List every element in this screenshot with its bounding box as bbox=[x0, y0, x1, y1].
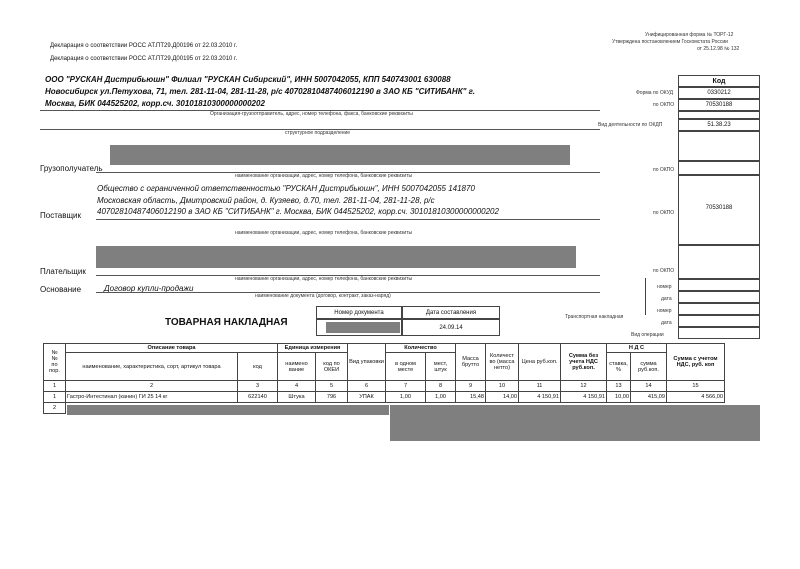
okud-value: 0330212 bbox=[678, 87, 760, 99]
form-title: Унифицированная форма № ТОРГ-12 bbox=[645, 32, 734, 38]
col-num: 12 bbox=[561, 381, 607, 392]
col-num: 13 bbox=[607, 381, 631, 392]
totals-redacted bbox=[390, 405, 760, 441]
cell-okei: 796 bbox=[316, 392, 348, 403]
col-num: 14 bbox=[631, 381, 667, 392]
cell-sum-no-vat: 4 150,91 bbox=[561, 392, 607, 403]
doc-date: 24.09.14 bbox=[402, 319, 500, 336]
payer-label: Плательщик bbox=[40, 267, 86, 276]
col-num: 6 bbox=[348, 381, 386, 392]
declaration-2: Декларация о соответствии РОСС AT.ПТ29.Д00195 от 22.03.2010 г. bbox=[50, 56, 238, 62]
th-places: мест, штук bbox=[426, 353, 456, 381]
cell-places: 1,00 bbox=[426, 392, 456, 403]
basis-caption: наименование документа (договор, контракт, заказ-наряд) bbox=[255, 293, 391, 299]
col-num: 9 bbox=[456, 381, 486, 392]
payer-redacted bbox=[96, 246, 576, 268]
payer-okpo-label: по ОКПО bbox=[653, 268, 675, 274]
supplier-line-2: Московская область, Дмитровский район, д. Кузяево, д.70, тел. 281-11-04, 281-11-28, р/с bbox=[97, 196, 435, 205]
declaration-1: Декларация о соответствии РОСС AT.ПТ29.Д00196 от 22.03.2010 г. bbox=[50, 43, 238, 49]
supplier-line-1: Общество с ограниченной ответственностью "РУСКАН Дистрибьюшн", ИНН 5007042055 141870 bbox=[97, 184, 475, 193]
cell-code: 622140 bbox=[238, 392, 278, 403]
cell-price: 4 150,91 bbox=[519, 392, 561, 403]
th-desc: Описание товара bbox=[66, 344, 278, 353]
table-row bbox=[44, 392, 725, 403]
okdp-value: 51.38.23 bbox=[678, 119, 760, 131]
doc-date-header: Дата составления bbox=[402, 306, 500, 319]
th-name: наименование, характеристика, сорт, артикул товара bbox=[66, 353, 238, 381]
supplier-line-3: 40702810487406012190 в ЗАО КБ "СИТИБАНК" г. Москва, БИК 044525202, корр.сч. 30101810300000000202 bbox=[97, 207, 499, 216]
col-num: 1 bbox=[44, 381, 66, 392]
okdp-label: Вид деятельности по ОКДП bbox=[598, 122, 663, 128]
supplier-label: Поставщик bbox=[40, 211, 82, 220]
cell-gross: 15,48 bbox=[456, 392, 486, 403]
col-num: 3 bbox=[238, 381, 278, 392]
cell-no: 1 bbox=[44, 392, 66, 403]
col-num: 15 bbox=[667, 381, 725, 392]
th-price: Цена руб.коп. bbox=[519, 344, 561, 381]
transport-date-label: дата bbox=[661, 320, 672, 326]
cell-pack: УПАК bbox=[348, 392, 386, 403]
cell-in-one: 1,00 bbox=[386, 392, 426, 403]
col-num: 2 bbox=[66, 381, 238, 392]
th-vat: Н Д С bbox=[607, 344, 667, 353]
basis-date-label: дата bbox=[661, 296, 672, 302]
form-approved-date: от 25.12.98 № 132 bbox=[697, 46, 740, 52]
col-num: 4 bbox=[278, 381, 316, 392]
sender-caption: Организация-грузоотправитель, адрес, номер телефона, факса, банковские реквизиты bbox=[210, 111, 413, 117]
operation-label: Вид операции bbox=[631, 332, 664, 338]
consignee-label: Грузополучатель bbox=[40, 164, 103, 173]
col-num: 11 bbox=[519, 381, 561, 392]
cell-vat-sum: 415,09 bbox=[631, 392, 667, 403]
th-rate: ставка, % bbox=[607, 353, 631, 381]
cell-rate: 10,00 bbox=[607, 392, 631, 403]
okpo-label: по ОКПО bbox=[653, 102, 675, 108]
col-num: 10 bbox=[486, 381, 519, 392]
col-num: 7 bbox=[386, 381, 426, 392]
okpo-value: 70530188 bbox=[678, 99, 760, 111]
th-unit-name: наимено вание bbox=[278, 353, 316, 381]
th-gross: Масса брутто bbox=[456, 344, 486, 381]
payer-caption: наименование организации, адрес, номер телефона, банковские реквизиты bbox=[235, 276, 413, 282]
col-num: 8 bbox=[426, 381, 456, 392]
cell-no: 2 bbox=[44, 403, 66, 414]
th-pack: Вид упаковки bbox=[348, 344, 386, 381]
th-no: № № по пор. bbox=[44, 344, 66, 381]
th-code: код bbox=[238, 353, 278, 381]
transport-number-label: номер bbox=[657, 308, 672, 314]
consignee-caption: наименование организации, адрес, номер телефона, банковские реквизиты bbox=[235, 173, 413, 179]
cell-net: 14,00 bbox=[486, 392, 519, 403]
supplier-okpo-value: 70530188 bbox=[678, 175, 760, 245]
codes-header: Код bbox=[678, 75, 760, 87]
division-caption: структурное подразделение bbox=[285, 130, 351, 136]
basis-number-label: номер bbox=[657, 284, 672, 290]
cell-unit: Штука bbox=[278, 392, 316, 403]
sender-line-1: ООО "РУСКАН Дистрибьюшн" Филиал "РУСКАН Сибирский", ИНН 5007042055, КПП 540743001 630088 bbox=[45, 75, 451, 84]
supplier-caption: наименование организации, адрес, номер телефона, банковские реквизиты bbox=[235, 230, 413, 236]
basis-label: Основание bbox=[40, 285, 82, 294]
okud-label: Форма по ОКУД bbox=[636, 90, 674, 96]
th-total: Сумма с учетом НДС, руб. коп bbox=[667, 344, 725, 381]
transport-label: Транспортная накладная bbox=[565, 314, 624, 320]
th-vat-sum: сумма руб.коп. bbox=[631, 353, 667, 381]
goods-table bbox=[43, 343, 725, 414]
th-sum-no-vat: Сумма без учета НДС руб.коп. bbox=[561, 344, 607, 381]
th-qty: Количество bbox=[386, 344, 456, 353]
sender-line-2: Новосибирск ул.Петухова, 71, тел. 281-11-04, 281-11-28, р/с 40702810487406012190 в ЗАО КБ "СИТИБАНК" г. bbox=[45, 87, 476, 96]
sender-line-3: Москва, БИК 044525202, корр.сч. 30101810300000000202 bbox=[45, 99, 265, 108]
column-number-row bbox=[44, 381, 725, 392]
document-title: ТОВАРНАЯ НАКЛАДНАЯ bbox=[165, 317, 288, 328]
th-in-one: в одном месте bbox=[386, 353, 426, 381]
cell-name: Гастро-Интестинал (канин) ГИ 25 14 кг bbox=[66, 392, 238, 403]
th-unit: Единица измерения bbox=[278, 344, 348, 353]
row-redacted bbox=[67, 405, 389, 415]
form-approved: Утверждена постановлением Госкомстата России bbox=[612, 39, 728, 45]
th-net: Количест во (масса нетто) bbox=[486, 344, 519, 381]
cell-total: 4 566,00 bbox=[667, 392, 725, 403]
doc-number-header: Номер документа bbox=[316, 306, 402, 319]
basis-value: Договор купли-продажи bbox=[104, 284, 194, 293]
th-okei: код по ОКЕИ bbox=[316, 353, 348, 381]
doc-number-redacted bbox=[326, 322, 400, 333]
consignee-redacted bbox=[110, 145, 570, 165]
consignee-okpo-label: по ОКПО bbox=[653, 167, 675, 173]
col-num: 5 bbox=[316, 381, 348, 392]
supplier-okpo-label: по ОКПО bbox=[653, 210, 675, 216]
